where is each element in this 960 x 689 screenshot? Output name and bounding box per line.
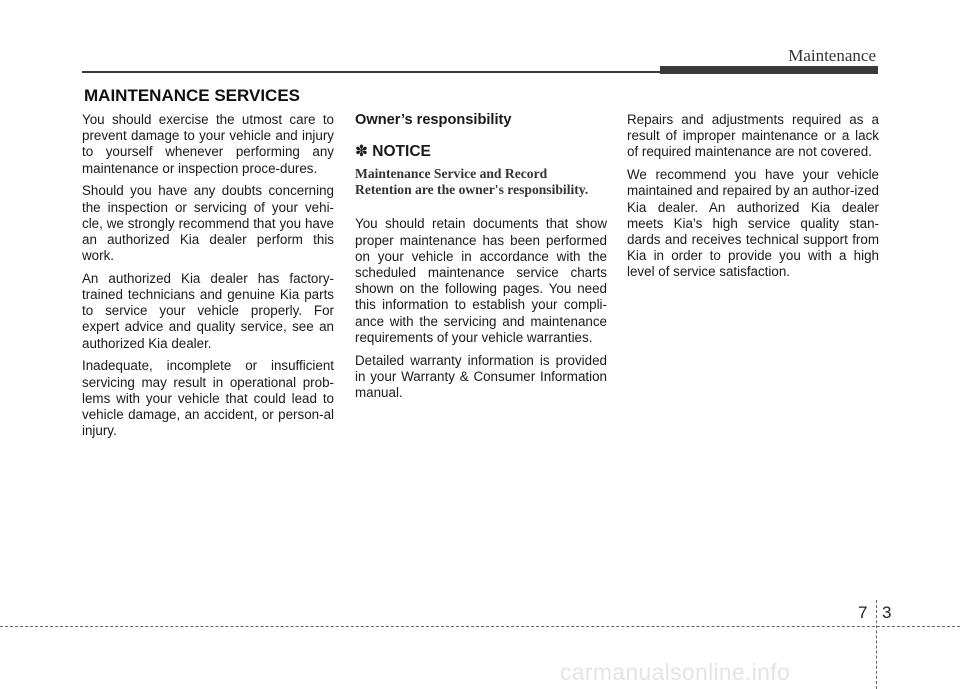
footer-dashed-line (0, 626, 960, 627)
page-number: 3 (882, 603, 892, 622)
paragraph: An authorized Kia dealer has factory-trained technicians and genuine Kia parts to service your vehicle properly. For expert advice and quality service, see an authorized Kia dealer. (82, 270, 334, 351)
paragraph: Repairs and adjustments required as a result of improper maintenance or a lack of required maintenance are not covered. (627, 112, 879, 160)
chapter-number: 7 (858, 603, 868, 622)
header-rule-thick (660, 66, 878, 74)
paragraph: Detailed warranty information is provided in your Warranty & Consumer Information manual. (355, 352, 607, 400)
footer-vertical-dash (876, 600, 877, 689)
column-2 (355, 112, 607, 408)
notice-heading: ✽ NOTICE (355, 143, 431, 161)
column-3 (627, 112, 879, 287)
paragraph: We recommend you have your vehicle maintained and repaired by an author-ized Kia dealer. An authorized Kia dealer meets Kia’s high service quality stan-dards and receives technical support from Kia in order to provide you with a high level of service satisfaction. (627, 167, 879, 280)
paragraph: Should you have any doubts concerning the inspection or servicing of your vehi-cle, we strongly recommend that you have an authorized Kia dealer perform this work. (82, 183, 334, 264)
paragraph: You should retain documents that show proper maintenance has been performed on your vehicle in accordance with the scheduled maintenance service charts shown on the following pages. You need this information to establish your compli-ance with the servicing and maintenance requirements of your vehicle warranties. (355, 216, 607, 345)
header-rule-thin (82, 71, 662, 73)
column-1 (82, 112, 334, 446)
watermark: carmanualsonline.info (560, 659, 791, 685)
section-title: MAINTENANCE SERVICES (84, 86, 300, 105)
sub-heading: Owner’s responsibility (355, 112, 512, 128)
notice-body: Maintenance Service and Record Retention are the owner's responsibility. (355, 166, 589, 198)
paragraph: Inadequate, incomplete or insufficient servicing may result in operational prob-lems with your vehicle that could lead to vehicle damage, an accident, or person-al injury. (82, 358, 334, 439)
header-title: Maintenance (788, 46, 876, 65)
paragraph: You should exercise the utmost care to prevent damage to your vehicle and injury to yourself whenever performing any maintenance or inspection proce-dures. (82, 112, 334, 176)
